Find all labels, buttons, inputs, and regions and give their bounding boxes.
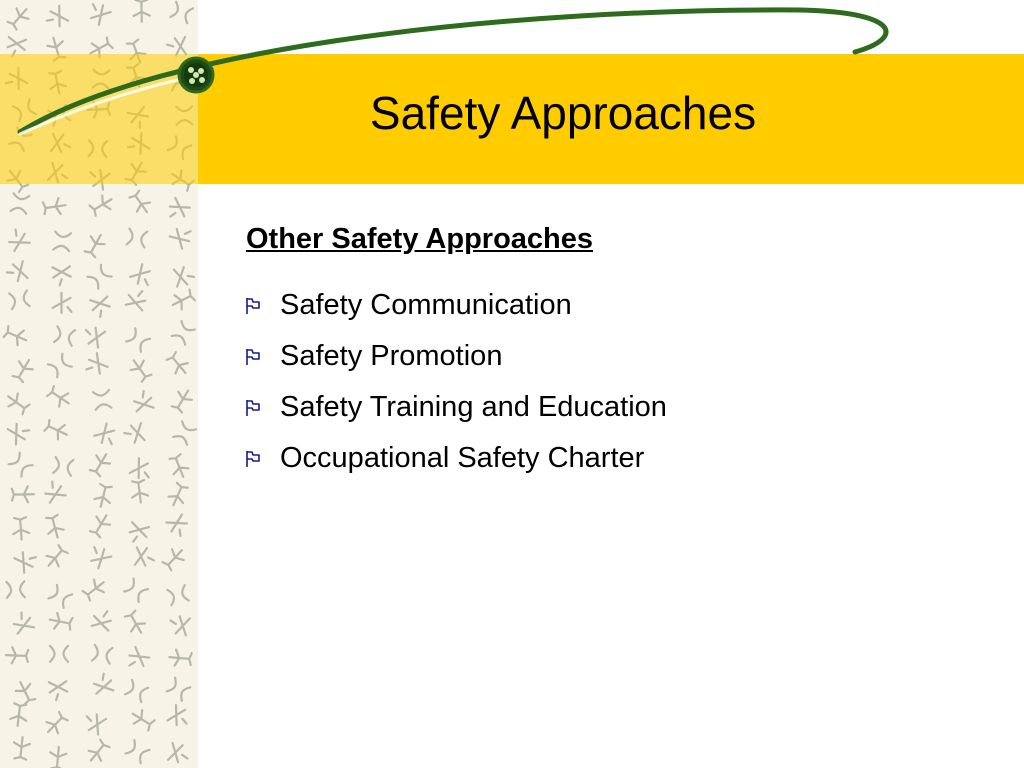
list-item bbox=[244, 433, 667, 484]
list-item bbox=[244, 331, 667, 382]
bullet-text: Safety Communication bbox=[280, 289, 572, 321]
flag-icon bbox=[244, 296, 264, 316]
slide-title: Safety Approaches bbox=[369, 87, 757, 139]
section-heading: Other Safety Approaches bbox=[246, 223, 594, 255]
list-item bbox=[244, 280, 667, 331]
bullet-text: Occupational Safety Charter bbox=[280, 442, 645, 474]
swoosh-arc-highlight bbox=[20, 77, 190, 134]
bullet-list bbox=[244, 280, 667, 484]
bullet-text: Safety Promotion bbox=[280, 340, 503, 372]
globe-bead-icon bbox=[179, 58, 213, 92]
list-item bbox=[244, 382, 667, 433]
bullet-text: Safety Training and Education bbox=[280, 391, 667, 423]
flag-icon bbox=[244, 347, 264, 367]
flag-icon bbox=[244, 398, 264, 418]
flag-icon bbox=[244, 449, 264, 469]
